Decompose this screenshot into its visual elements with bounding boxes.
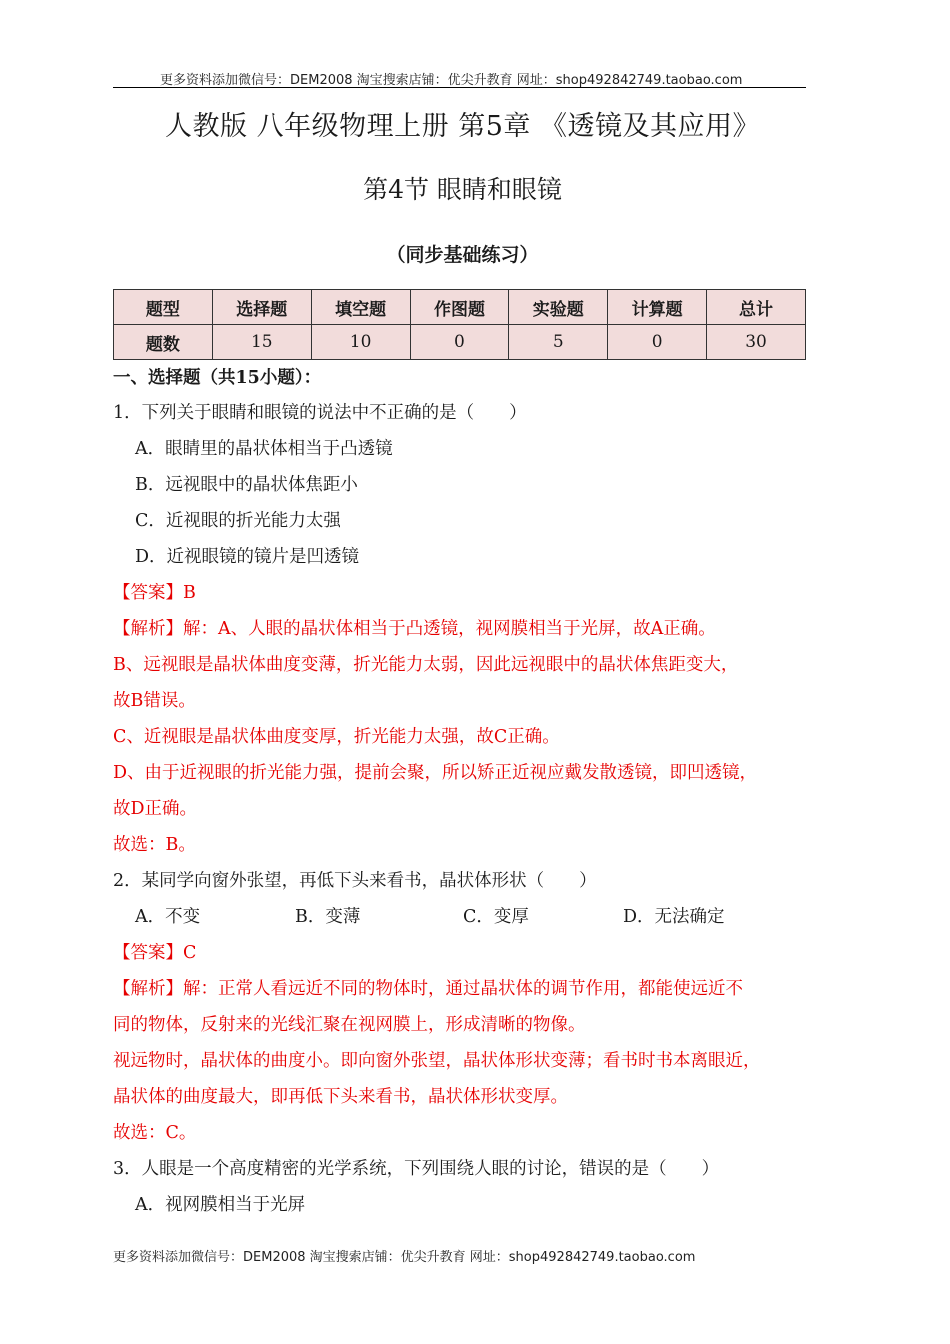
- section-heading: 一、选择题（共15小题）：: [113, 368, 322, 388]
- answer-value: C: [183, 943, 197, 963]
- question-1-analysis-line: D、由于近视眼的折光能力强，提前会聚，所以矫正近视应戴发散透镜，即凹透镜，: [113, 763, 758, 783]
- question-2-stem: 2．某同学向窗外张望，再低下头来看书，晶状体形状（ ）: [113, 871, 597, 891]
- analysis-text: 解：A、人眼的晶状体相当于凸透镜，视网膜相当于光屏，故A正确。: [183, 619, 716, 639]
- table-cell: 5: [509, 325, 608, 360]
- table-header-cell: 题型: [114, 290, 213, 325]
- table-cell: 30: [707, 325, 806, 360]
- question-1-analysis-line: 故选：B。: [113, 835, 196, 855]
- table-header-cell: 选择题: [212, 290, 311, 325]
- question-2-option-a: A．不变: [135, 907, 201, 927]
- section-title: 第4节 眼睛和眼镜: [363, 175, 562, 204]
- table-header-cell: 作图题: [410, 290, 509, 325]
- question-2-option-d: D．无法确定: [623, 907, 725, 927]
- table-header-cell: 总计: [707, 290, 806, 325]
- question-2-analysis-line: 故选：C。: [113, 1123, 197, 1143]
- question-2-option-b: B．变薄: [295, 907, 361, 927]
- table-row: [114, 325, 806, 360]
- table-cell: 0: [410, 325, 509, 360]
- question-2-analysis-line: 晶状体的曲度最大，即再低下头来看书，晶状体形状变厚。: [113, 1087, 568, 1107]
- answer-value: B: [183, 583, 196, 603]
- question-3-stem: 3．人眼是一个高度精密的光学系统，下列围绕人眼的讨论，错误的是（ ）: [113, 1159, 720, 1179]
- table-header-cell: 计算题: [608, 290, 707, 325]
- header-rule: [113, 87, 806, 88]
- question-2-analysis-line: [113, 977, 743, 1001]
- question-1-option-c: C．近视眼的折光能力太强: [135, 511, 341, 531]
- page-header-text: 更多资料添加微信号：DEM2008 淘宝搜索店铺：优尖升教育 网址：shop492842749.taobao.com: [160, 73, 743, 88]
- question-1-analysis-line: C、近视眼是晶状体曲度变厚，折光能力太强，故C正确。: [113, 727, 560, 747]
- question-3-option-a: A．视网膜相当于光屏: [135, 1195, 306, 1215]
- question-summary-table: [113, 289, 806, 360]
- question-2-analysis-line: 同的物体，反射来的光线汇聚在视网膜上，形成清晰的物像。: [113, 1015, 586, 1035]
- exercise-subtitle: （同步基础练习）: [386, 244, 539, 266]
- question-1-option-a: A．眼睛里的晶状体相当于凸透镜: [135, 439, 393, 459]
- question-1-analysis-line: 故D正确。: [113, 799, 198, 819]
- document-title: 人教版 八年级物理上册 第5章 《透镜及其应用》: [165, 111, 760, 142]
- question-1-stem: 1．下列关于眼睛和眼镜的说法中不正确的是（ ）: [113, 403, 527, 423]
- table-cell: 10: [311, 325, 410, 360]
- question-1-analysis-line: 故B错误。: [113, 691, 196, 711]
- question-1-option-d: D．近视眼镜的镜片是凹透镜: [135, 547, 360, 567]
- question-1-analysis-line: B、远视眼是晶状体曲度变薄，折光能力太弱，因此远视眼中的晶状体焦距变大，: [113, 655, 739, 675]
- table-cell: 15: [212, 325, 311, 360]
- table-header-cell: 填空题: [311, 290, 410, 325]
- question-2-analysis-line: 视远物时，晶状体的曲度小。即向窗外张望，晶状体形状变薄；看书时书本离眼近，: [113, 1051, 761, 1071]
- table-cell: 题数: [114, 325, 213, 360]
- answer-tag: 【答案】: [113, 583, 183, 603]
- table-cell: 0: [608, 325, 707, 360]
- question-1-analysis-line: [113, 617, 716, 641]
- question-1-answer: [113, 581, 196, 605]
- analysis-tag: 【解析】: [113, 619, 183, 639]
- table-header-cell: 实验题: [509, 290, 608, 325]
- page-footer-text: 更多资料添加微信号：DEM2008 淘宝搜索店铺：优尖升教育 网址：shop492842749.taobao.com: [113, 1250, 696, 1265]
- question-2-option-c: C．变厚: [463, 907, 529, 927]
- question-2-answer: [113, 941, 196, 965]
- table-header-row: [114, 290, 806, 325]
- question-1-option-b: B．远视眼中的晶状体焦距小: [135, 475, 358, 495]
- analysis-text: 解：正常人看远近不同的物体时，通过晶状体的调节作用，都能使远近不: [183, 979, 743, 999]
- analysis-tag: 【解析】: [113, 979, 183, 999]
- answer-tag: 【答案】: [113, 943, 183, 963]
